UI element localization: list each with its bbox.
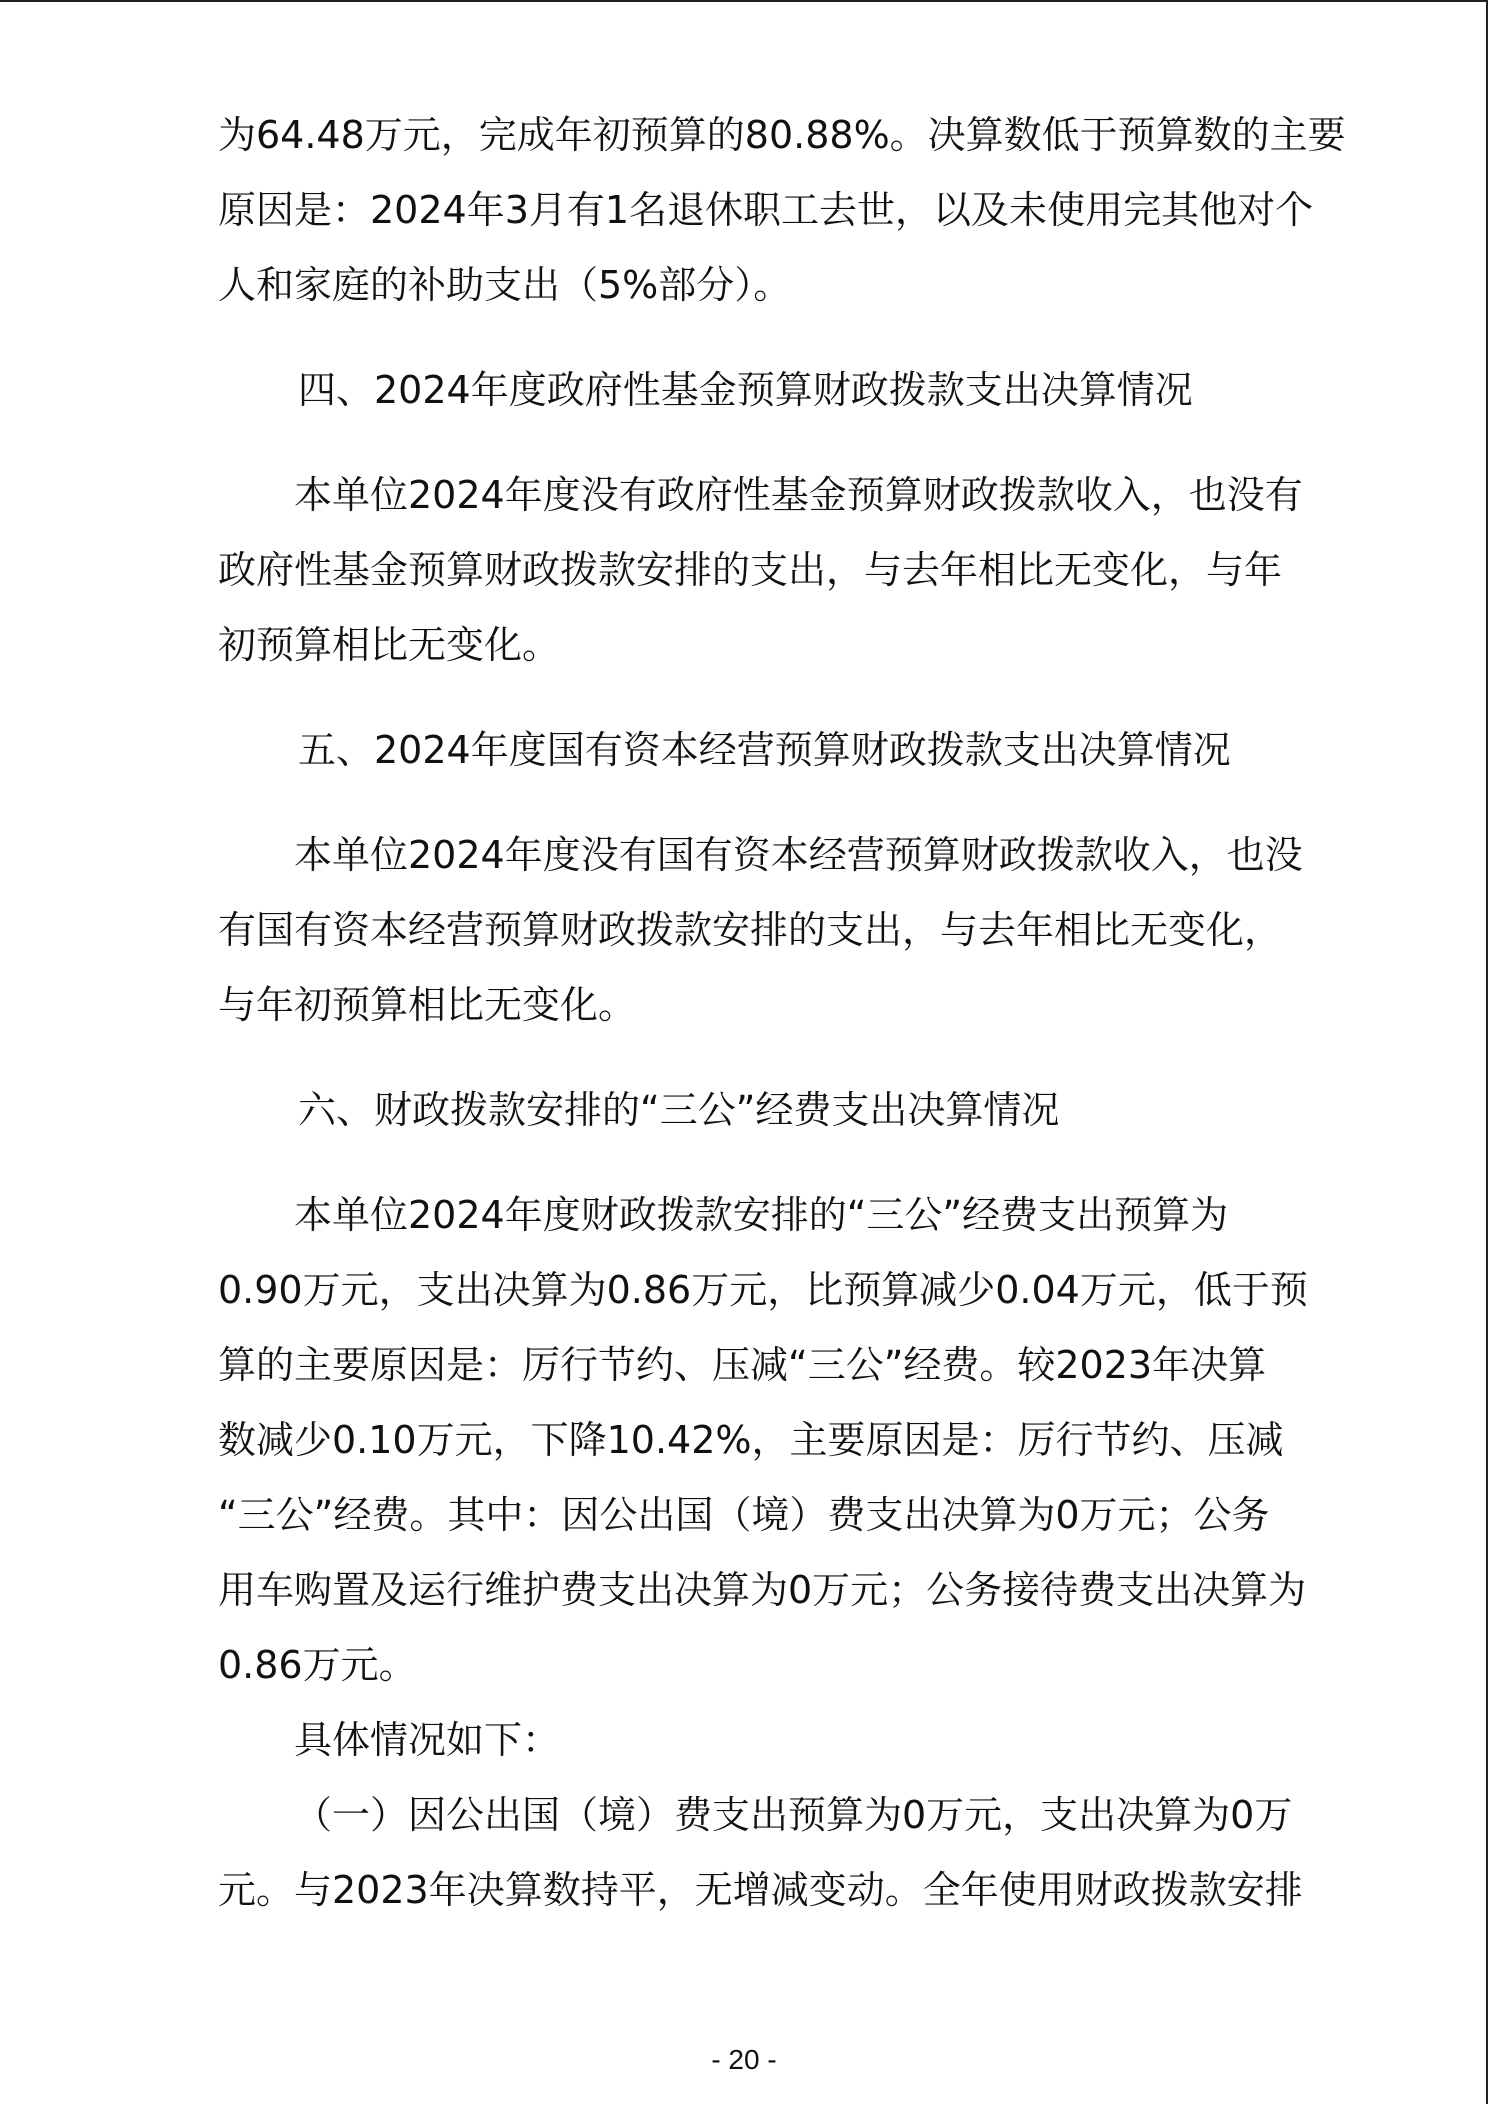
paragraph-line: 有国有资本经营预算财政拨款安排的支出，与去年相比无变化， <box>218 908 1283 952</box>
document-body <box>218 98 1346 1928</box>
section-heading-4: 四、2024年度政府性基金预算财政拨款支出决算情况 <box>298 368 1193 412</box>
paragraph-line: 0.86万元。 <box>218 1643 417 1687</box>
paragraph-line: 政府性基金预算财政拨款安排的支出，与去年相比无变化，与年 <box>218 548 1283 592</box>
paragraph-line: 为64.48万元，完成年初预算的80.88%。决算数低于预算数的主要 <box>218 113 1346 157</box>
paragraph-line: 初预算相比无变化。 <box>218 623 561 667</box>
paragraph-line: 与年初预算相比无变化。 <box>218 983 637 1027</box>
page-number: - 20 - <box>711 2044 777 2075</box>
paragraph-line: 本单位2024年度财政拨款安排的“三公”经费支出预算为 <box>294 1193 1229 1237</box>
paragraph-line: （一）因公出国（境）费支出预算为0万元，支出决算为0万 <box>294 1793 1293 1837</box>
paragraph-line: 本单位2024年度没有政府性基金预算财政拨款收入，也没有 <box>294 473 1303 517</box>
paragraph-line: 用车购置及运行维护费支出决算为0万元；公务接待费支出决算为 <box>218 1568 1307 1612</box>
paragraph-line: 原因是：2024年3月有1名退休职工去世，以及未使用完其他对个 <box>218 188 1314 232</box>
paragraph-line: 算的主要原因是：厉行节约、压减“三公”经费。较2023年决算 <box>218 1343 1267 1387</box>
paragraph-line: 具体情况如下： <box>294 1718 561 1762</box>
section-heading-6: 六、财政拨款安排的“三公”经费支出决算情况 <box>298 1088 1060 1132</box>
paragraph-line: 人和家庭的补助支出（5%部分）。 <box>218 263 792 307</box>
paragraph-line: 数减少0.10万元，下降10.42%，主要原因是：厉行节约、压减 <box>218 1418 1284 1462</box>
paragraph-line: 本单位2024年度没有国有资本经营预算财政拨款收入，也没 <box>294 833 1303 877</box>
paragraph-line: 元。与2023年决算数持平，无增减变动。全年使用财政拨款安排 <box>218 1868 1303 1912</box>
section-heading-5: 五、2024年度国有资本经营预算财政拨款支出决算情况 <box>298 728 1231 772</box>
paragraph-line: “三公”经费。其中：因公出国（境）费支出决算为0万元；公务 <box>218 1493 1270 1537</box>
paragraph-line: 0.90万元，支出决算为0.86万元，比预算减少0.04万元，低于预 <box>218 1268 1308 1312</box>
